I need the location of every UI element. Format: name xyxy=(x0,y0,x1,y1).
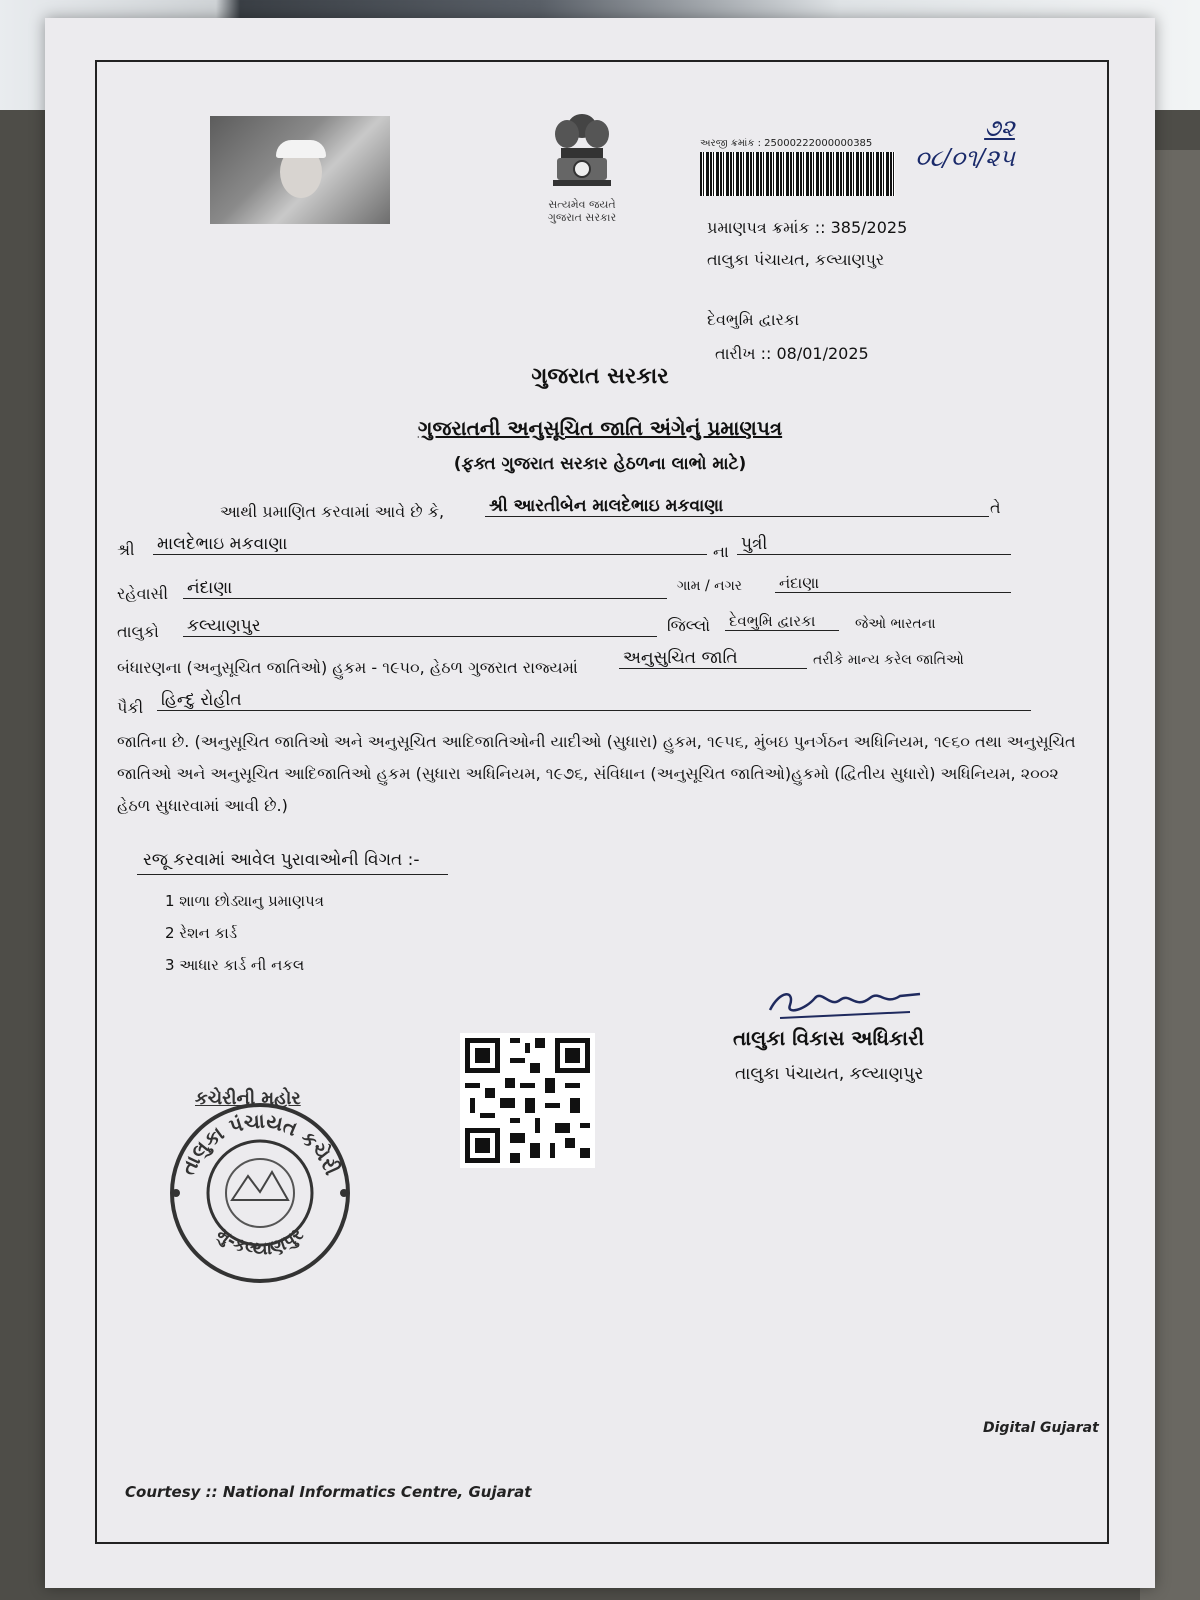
resident-label: રહેવાસી xyxy=(117,584,169,603)
issuer-office: તાલુકા પંચાયત, કલ્યાણપુર xyxy=(707,250,885,269)
holder-name: શ્રી આરતીબેન માલદેભાઇ મકવાણા xyxy=(485,496,989,517)
legal-paragraph: જાતિના છે. (અનુસૂચિત જાતિઓ અને અનુસૂચિત આદિજાતિઓની યાદીઓ (સુધારા) હુકમ, ૧૯૫૬, મુંબઇ પુનર્ગઠન અધિનિયમ, ૧૯૬૦ તથા અનુસૂચિત જાતિઓ અને અનુસૂચિત આદિજાતિઓ હુકમ (સુધારા અધિનિયમ, ૧૯૭૬, સંવિધાન (અનુસૂચિત જાતિઓ)હુકમો (દ્વિતીય સુધારો) અધિનિયમ, ૨૦૦૨ હેઠળ સુધારવામાં આવી છે.) xyxy=(117,732,1076,815)
taluka-value: કલ્યાણપુર xyxy=(183,616,657,637)
holder-photo xyxy=(210,116,390,224)
svg-text:મુ-કલ્યાણપુર xyxy=(212,1224,308,1260)
seal-ring-top: તાલુકા પંચાયત કચેરી xyxy=(175,1108,345,1179)
caste-value: હિન્દુ રોહીત xyxy=(157,690,1031,711)
ashoka-emblem-icon xyxy=(547,108,617,198)
signatory-title: તાલુકા વિકાસ અધિકારી xyxy=(733,1026,925,1050)
handwritten-date: ૦૮/૦૧/૨૫ xyxy=(915,144,1015,172)
evidence-item: 1 શાળા છોડ્યાનુ પ્રમાણપત્ર xyxy=(165,892,324,910)
certificate-paper xyxy=(45,18,1155,1588)
signature-icon xyxy=(760,980,930,1030)
application-number-value: 25000222000000385 xyxy=(764,138,873,149)
handwritten-number: ૭૨ xyxy=(984,114,1015,142)
emblem-org: ગુજરાત સરકાર xyxy=(547,211,617,224)
village-label: ગામ / નગર xyxy=(677,578,743,594)
barcode xyxy=(700,152,895,196)
state-emblem xyxy=(532,108,632,224)
digital-gujarat-brand: Digital Gujarat xyxy=(983,1420,1099,1436)
svg-text:તાલુકા પંચાયત કચેરી xyxy=(176,1108,345,1178)
category-value: અનુસુચિત જાતિ xyxy=(619,648,807,669)
certificate-number: પ્રમાણપત્ર ક્રમાંક :: 385/2025 xyxy=(707,218,908,237)
certificate-subtitle: (ફક્ત ગુજરાત સરકાર હેઠળના લાભો માટે) xyxy=(453,454,747,474)
application-number-label: અરજી ક્રમાંક xyxy=(700,138,755,149)
photo-cap xyxy=(276,140,326,158)
qr-code xyxy=(460,1033,595,1168)
na-label: ના xyxy=(713,542,729,561)
seal-ring-bottom: મુ-કલ્યાણપુર xyxy=(212,1223,308,1260)
india-text: જેઓ ભારતના xyxy=(855,616,936,632)
resident-value: નંદાણા xyxy=(183,578,667,599)
courtesy-footer: Courtesy :: National Informatics Centre, Gujarat xyxy=(125,1483,532,1501)
certify-text: આથી પ્રમાણિત કરવામાં આવે છે કે, xyxy=(220,502,445,521)
evidence-heading: રજૂ કરવામાં આવેલ પુરાવાઓની વિગત :- xyxy=(137,850,448,875)
te-text: તે xyxy=(990,498,1001,517)
relation: પુત્રી xyxy=(737,534,1011,555)
issuer-district: દેવભુમિ દ્વારકા xyxy=(707,310,800,329)
seal-caption: કચેરીની મહોર xyxy=(195,1088,301,1109)
application-number: અરજી ક્રમાંક : 25000222000000385 xyxy=(700,138,873,149)
evidence-item: 2 રેશન કાર્ડ xyxy=(165,924,238,942)
district-label: જિલ્લો xyxy=(667,616,711,635)
among-label: પૈકી xyxy=(117,698,144,717)
government-heading: ગુજરાત સરકાર xyxy=(531,364,669,389)
issue-date: તારીખ :: 08/01/2025 xyxy=(715,344,869,363)
district-value: દેવભુમિ દ્વારકા xyxy=(725,612,839,631)
emblem-motto: સત્યમેવ જયતે xyxy=(548,198,616,211)
shri-label: શ્રી xyxy=(117,540,135,559)
taluka-label: તાલુકો xyxy=(117,622,159,641)
recognized-text: તરીકે માન્ય કરેલ જાતિઓ xyxy=(813,652,964,668)
handwritten-note xyxy=(915,113,1015,173)
constitution-text: બંધારણના (અનુસૂચિત જાતિઓ) હુકમ - ૧૯૫૦, હેઠળ ગુજરાત રાજ્યમાં xyxy=(117,658,578,677)
village-value: નંદાણા xyxy=(775,574,1011,593)
evidence-item: 3 આધાર કાર્ડ ની નકલ xyxy=(165,956,305,974)
certificate-title: ગુજરાતની અનુસૂચિત જાતિ અંગેનું પ્રમાણપત્ર xyxy=(417,416,783,440)
signatory-office: તાલુકા પંચાયત, કલ્યાણપુર xyxy=(735,1064,924,1084)
father-name: માલદેભાઇ મકવાણા xyxy=(153,534,707,555)
office-seal-icon xyxy=(160,1088,360,1288)
